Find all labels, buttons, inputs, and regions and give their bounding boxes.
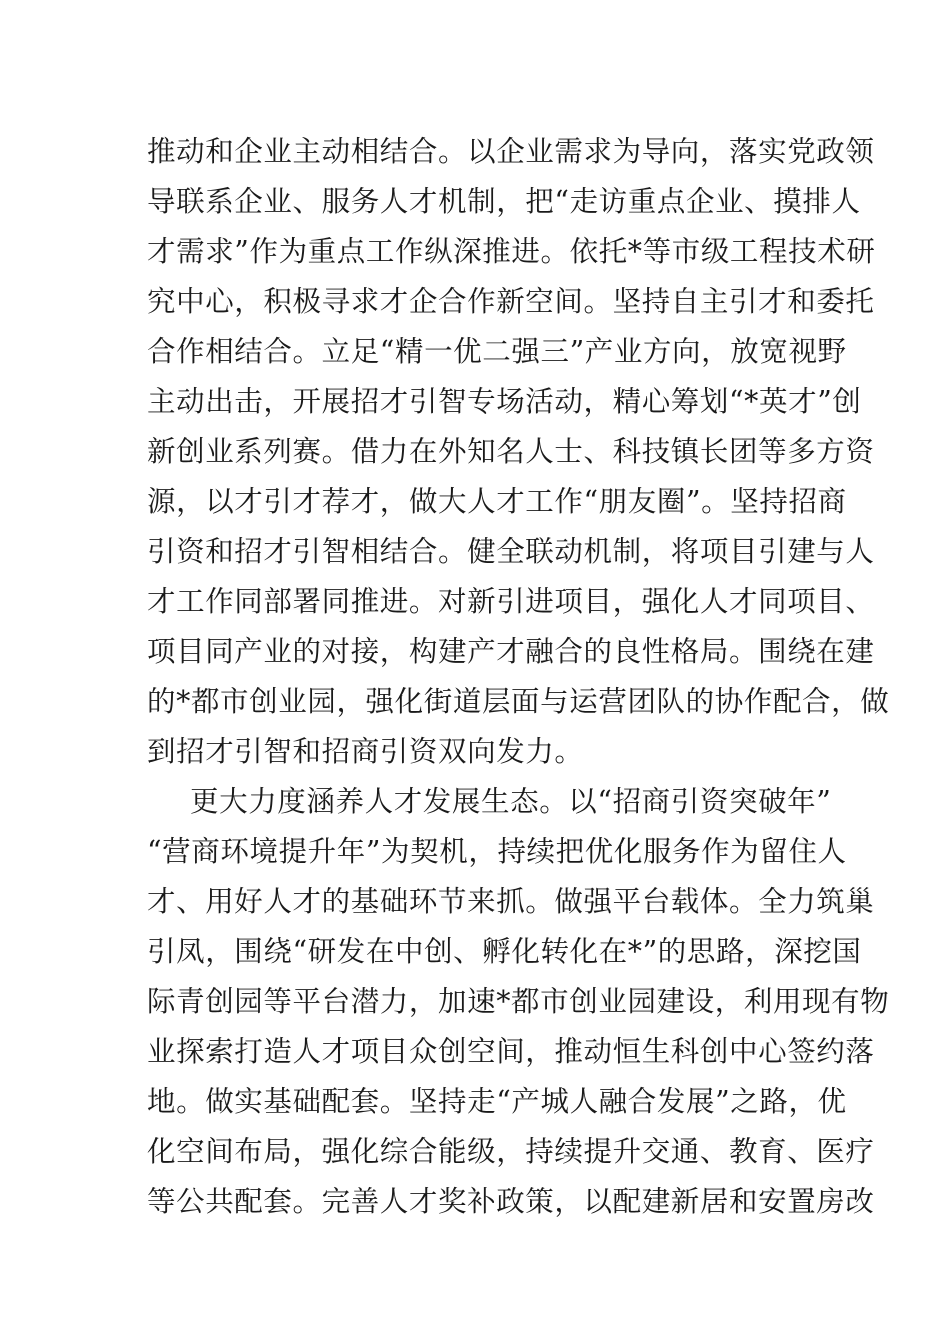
text-line: 项目同产业的对接，构建产才融合的良性格局。围绕在建 [147,635,875,668]
text-line: “营商环境提升年”为契机，持续把优化服务作为留住人 [147,835,847,868]
text-line: 才需求”作为重点工作纵深推进。依托*等市级工程技术研 [147,235,876,268]
text-line: 到招才引智和招商引资双向发力。 [147,735,584,768]
text-line: 等公共配套。完善人才奖补政策，以配建新居和安置房改 [147,1185,875,1218]
text-line: 引资和招才引智相结合。健全联动机制，将项目引建与人 [147,535,875,568]
text-line: 引凤，围绕“研发在中创、孵化转化在*”的思路，深挖国 [147,935,862,968]
text-line: 化空间布局，强化综合能级，持续提升交通、教育、医疗 [147,1135,875,1168]
text-line: 究中心，积极寻求才企合作新空间。坚持自主引才和委托 [147,285,875,318]
text-line: 业探索打造人才项目众创空间，推动恒生科创中心签约落 [147,1035,875,1068]
text-line: 新创业系列赛。借力在外知名人士、科技镇长团等多方资 [147,435,875,468]
paragraph-heading-line: 更大力度涵养人才发展生态。以“招商引资突破年” [190,785,832,818]
text-line: 源，以才引才荐才，做大人才工作“朋友圈”。坚持招商 [147,485,847,518]
text-line: 才工作同部署同推进。对新引进项目，强化人才同项目、 [147,585,875,618]
text-line: 地。做实基础配套。坚持走“产城人融合发展”之路，优 [147,1085,847,1118]
text-line: 的*都市创业园，强化街道层面与运营团队的协作配合，做 [147,685,890,718]
text-line: 合作相结合。立足“精一优二强三”产业方向，放宽视野 [147,335,847,368]
text-line: 主动出击，开展招才引智专场活动，精心筹划“*英才”创 [147,385,862,418]
text-line: 导联系企业、服务人才机制，把“走访重点企业、摸排人 [147,185,861,218]
text-line: 推动和企业主动相结合。以企业需求为导向，落实党政领 [147,135,875,168]
text-line: 才、用好人才的基础环节来抓。做强平台载体。全力筑巢 [147,885,875,918]
text-line: 际青创园等平台潜力，加速*都市创业园建设，利用现有物 [147,985,890,1018]
